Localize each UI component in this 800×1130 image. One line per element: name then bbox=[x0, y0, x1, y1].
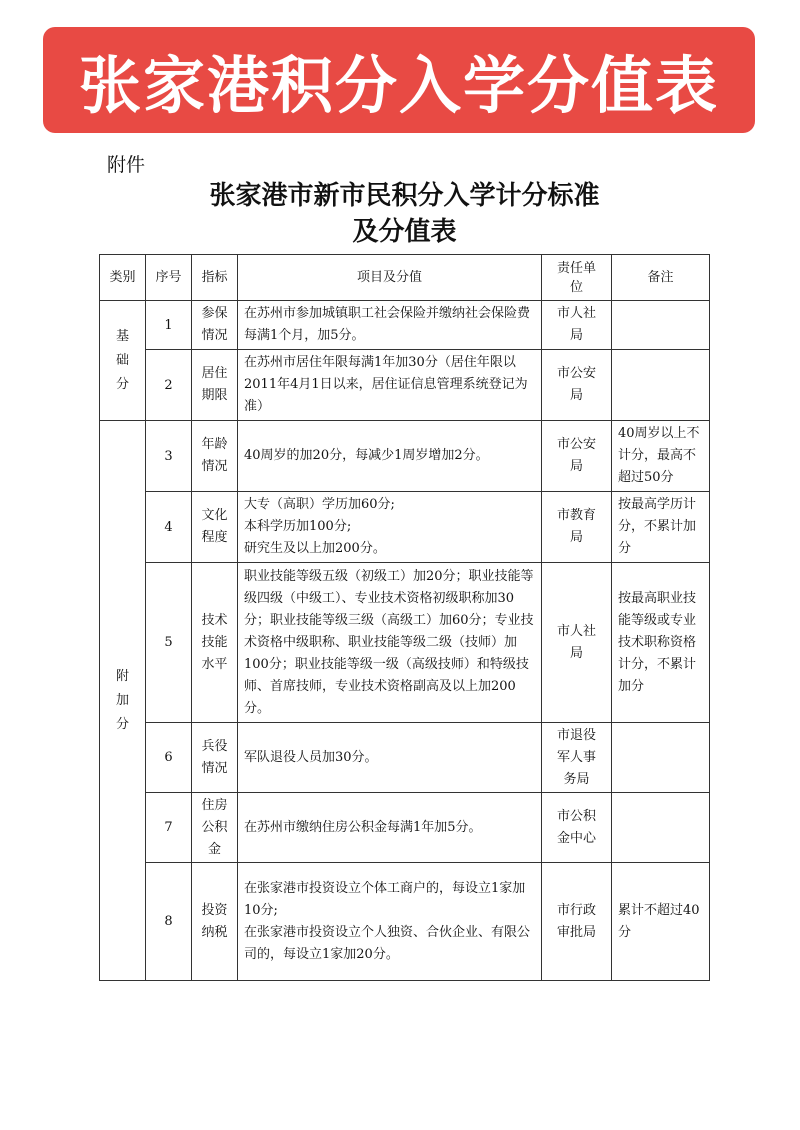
document-title-line1: 张家港市新市民积分入学计分标准 bbox=[209, 181, 600, 211]
seq-cell: 1 bbox=[146, 301, 192, 350]
note-cell bbox=[612, 723, 710, 793]
unit-cell: 市公安局 bbox=[542, 350, 612, 421]
banner-title: 张家港积分入学分值表 bbox=[78, 48, 719, 122]
table-row bbox=[100, 492, 710, 563]
content-cell: 在苏州市居住年限每满1年加30分（居住年限以2011年4月1日以来，居住证信息管理系统登记为准） bbox=[238, 350, 542, 421]
note-cell bbox=[612, 793, 710, 863]
table-row bbox=[100, 863, 710, 981]
seq-cell: 3 bbox=[146, 421, 192, 492]
note-cell: 累计不超过40分 bbox=[612, 863, 710, 981]
indicator-cell: 文化程度 bbox=[192, 492, 238, 563]
content-cell: 在张家港市投资设立个体工商户的，每设立1家加10分; 在张家港市投资设立个人独资、合伙企业、有限公司的，每设立1家加20分。 bbox=[238, 863, 542, 981]
unit-cell: 市教育局 bbox=[542, 492, 612, 563]
seq-cell: 5 bbox=[146, 563, 192, 723]
table-row bbox=[100, 723, 710, 793]
unit-cell: 市人社局 bbox=[542, 301, 612, 350]
unit-cell: 市人社局 bbox=[542, 563, 612, 723]
content-cell: 在苏州市缴纳住房公积金每满1年加5分。 bbox=[238, 793, 542, 863]
header-items: 项目及分值 bbox=[238, 255, 542, 301]
document-title-line2: 及分值表 bbox=[352, 217, 457, 247]
unit-cell: 市退役军人事务局 bbox=[542, 723, 612, 793]
note-cell bbox=[612, 350, 710, 421]
note-cell: 40周岁以上不计分，最高不超过50分 bbox=[612, 421, 710, 492]
table-row bbox=[100, 350, 710, 421]
indicator-cell: 投资纳税 bbox=[192, 863, 238, 981]
header-unit: 责任单位 bbox=[542, 255, 612, 301]
table-row bbox=[100, 301, 710, 350]
header-note: 备注 bbox=[612, 255, 710, 301]
indicator-cell: 居住期限 bbox=[192, 350, 238, 421]
title-banner bbox=[43, 27, 755, 133]
note-cell: 按最高学历计分，不累计加分 bbox=[612, 492, 710, 563]
table-row bbox=[100, 793, 710, 863]
content-cell: 职业技能等级五级（初级工）加20分；职业技能等级四级（中级工）、专业技术资格初级职称加30分；职业技能等级三级（高级工）加60分；专业技术资格中级职称、职业技能等级二级（技师）加100分；职业技能等级一级（高级技师）和特级技师、首席技师，专业技术资格副高及以上加200分。 bbox=[238, 563, 542, 723]
note-cell: 按最高职业技能等级或专业技术职称资格计分，不累计加分 bbox=[612, 563, 710, 723]
table-header-row bbox=[100, 255, 710, 301]
attachment-label: 附件 bbox=[107, 154, 146, 176]
indicator-cell: 年龄情况 bbox=[192, 421, 238, 492]
unit-cell: 市公积金中心 bbox=[542, 793, 612, 863]
seq-cell: 2 bbox=[146, 350, 192, 421]
unit-cell: 市公安局 bbox=[542, 421, 612, 492]
content-cell: 大专（高职）学历加60分; 本科学历加100分; 研究生及以上加200分。 bbox=[238, 492, 542, 563]
content-cell: 40周岁的加20分，每减少1周岁增加2分。 bbox=[238, 421, 542, 492]
indicator-cell: 住房公积金 bbox=[192, 793, 238, 863]
content-cell: 军队退役人员加30分。 bbox=[238, 723, 542, 793]
table-row bbox=[100, 563, 710, 723]
indicator-cell: 兵役情况 bbox=[192, 723, 238, 793]
table-row bbox=[100, 421, 710, 492]
document-title bbox=[100, 178, 709, 250]
category-cell-basic: 基础分 bbox=[100, 301, 146, 421]
header-indicator: 指标 bbox=[192, 255, 238, 301]
note-cell bbox=[612, 301, 710, 350]
unit-cell: 市行政审批局 bbox=[542, 863, 612, 981]
seq-cell: 7 bbox=[146, 793, 192, 863]
seq-cell: 8 bbox=[146, 863, 192, 981]
score-table bbox=[99, 254, 710, 981]
header-category: 类别 bbox=[100, 255, 146, 301]
indicator-cell: 参保情况 bbox=[192, 301, 238, 350]
content-cell: 在苏州市参加城镇职工社会保险并缴纳社会保险费每满1个月，加5分。 bbox=[238, 301, 542, 350]
seq-cell: 6 bbox=[146, 723, 192, 793]
seq-cell: 4 bbox=[146, 492, 192, 563]
header-seq: 序号 bbox=[146, 255, 192, 301]
category-cell-additional: 附加分 bbox=[100, 421, 146, 981]
indicator-cell: 技术技能水平 bbox=[192, 563, 238, 723]
